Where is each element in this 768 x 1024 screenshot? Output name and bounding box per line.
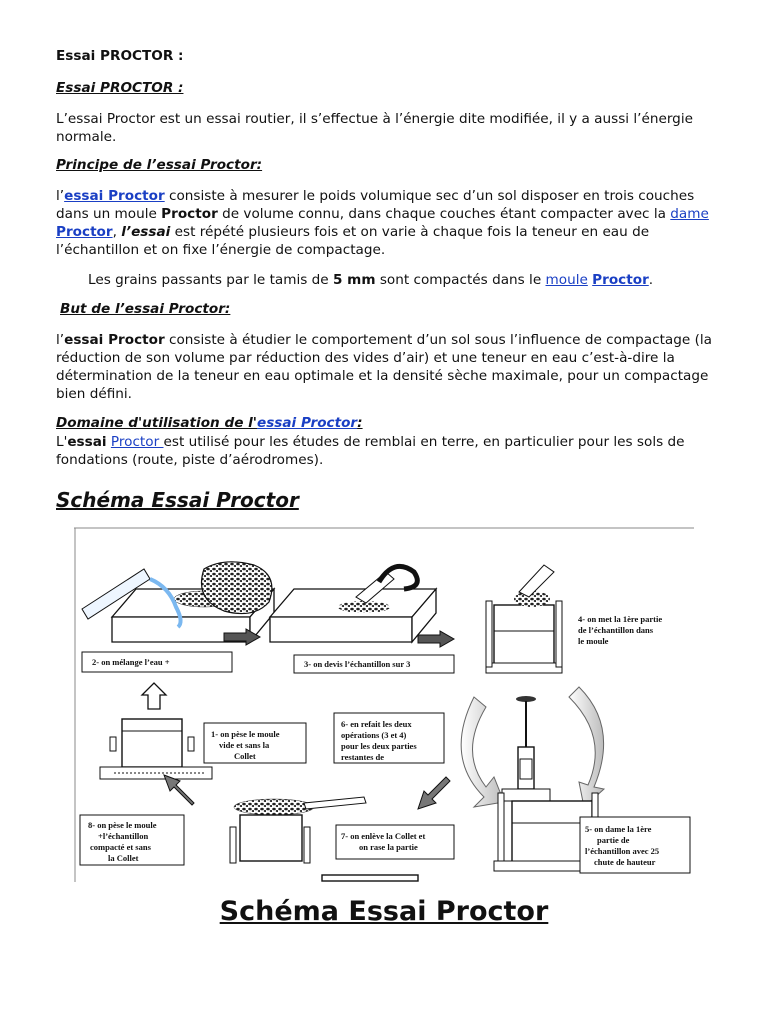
arrow-right-icon-2 xyxy=(418,631,454,647)
svg-text:opérations (3 et 4): opérations (3 et 4) xyxy=(341,730,407,740)
svg-text:+l’échantillon: +l’échantillon xyxy=(98,831,149,841)
collar-plate xyxy=(322,875,418,881)
step-1-box xyxy=(204,723,306,763)
svg-text:le moule: le moule xyxy=(578,636,609,646)
principe-paragraph: l’essai Proctor consiste à mesurer le poids volumique sec d’un sol disposer en trois couches dans un moule Proctor de volume connu, dans chaque couches étant compacter avec la dame Proctor, l’essai est répété plusieurs fois et on varie à chaque fois la teneur en eau de l’échantillon et on fixe l’énergie de compactage. xyxy=(56,188,709,258)
svg-text:partie de: partie de xyxy=(597,835,630,845)
balance-empty-mould xyxy=(100,719,212,779)
document-title-heading: Essai PROCTOR : xyxy=(56,80,184,96)
but-heading: But de l’essai Proctor: xyxy=(60,301,231,317)
grains-paragraph: Les grains passants par le tamis de 5 mm sont compactés dans le moule Proctor. xyxy=(88,272,654,288)
svg-text:6- en refait les deux: 6- en refait les deux xyxy=(341,719,412,729)
essai-proctor-link[interactable]: essai Proctor xyxy=(64,188,165,204)
svg-text:8- on pèse le moule: 8- on pèse le moule xyxy=(88,820,157,830)
proctor-mould-top xyxy=(486,565,562,673)
svg-text:vide et sans la: vide et sans la xyxy=(219,740,270,750)
svg-text:chute de hauteur: chute de hauteur xyxy=(594,857,656,867)
arrow-up-icon xyxy=(142,683,166,709)
cycle-arrow-left xyxy=(461,697,504,807)
schema-title-bottom: Schéma Essai Proctor xyxy=(219,896,549,927)
svg-text:de l’échantillon dans: de l’échantillon dans xyxy=(578,625,654,635)
document-title-plain: Essai PROCTOR : xyxy=(56,48,184,64)
svg-text:5- on dame la 1ère: 5- on dame la 1ère xyxy=(585,824,652,834)
arrow-down-left-icon xyxy=(418,777,450,809)
splitting-tray xyxy=(270,566,436,642)
domaine-proctor-link[interactable]: Proctor xyxy=(110,434,164,450)
svg-text:7- on enlève la Collet et: 7- on enlève la Collet et xyxy=(341,831,426,841)
domaine-heading: Domaine d'utilisation de l'essai Proctor: xyxy=(56,415,363,431)
svg-text:4- on met la 1ère partie: 4- on met la 1ère partie xyxy=(578,614,663,624)
moule-proctor-link[interactable]: Proctor xyxy=(592,272,649,288)
svg-text:compacté et sans: compacté et sans xyxy=(90,842,151,852)
proctor-diagram xyxy=(74,527,694,882)
svg-text:la Collet: la Collet xyxy=(108,853,139,863)
svg-text:1- on pèse le moule: 1- on pèse le moule xyxy=(211,729,280,739)
step-3-box xyxy=(294,655,454,673)
step-6-box xyxy=(334,713,444,763)
step-8-box xyxy=(80,815,184,865)
step-7-box xyxy=(336,825,454,859)
svg-text:Collet: Collet xyxy=(234,751,256,761)
svg-text:l’échantillon avec 25: l’échantillon avec 25 xyxy=(585,846,660,856)
svg-text:on rase la partie: on rase la partie xyxy=(359,842,418,852)
cycle-arrow-right xyxy=(569,687,604,807)
svg-text:restantes de: restantes de xyxy=(341,752,385,762)
principe-heading: Principe de l’essai Proctor: xyxy=(56,157,263,173)
moule-link[interactable]: moule xyxy=(545,272,588,288)
domaine-paragraph: L'essai Proctor est utilisé pour les études de remblai en terre, en particulier pour les sols de fondations (route, piste d’aérodromes). xyxy=(56,434,685,468)
but-paragraph: l’essai Proctor consiste à étudier le comportement d’un sol sous l’influence de compactage (la réduction de son volume par réduction des vides d’air) et une teneur en eau c’est-à-dire la détermination de la teneur en eau optimale et la densité sèche maximale, pour un compactage bien défini. xyxy=(56,332,712,402)
schema-title: Schéma Essai Proctor xyxy=(56,488,299,512)
step-2-box xyxy=(82,652,232,672)
svg-text:3- on devis l’échantillon sur: 3- on devis l’échantillon sur 3 xyxy=(304,659,411,669)
dame-link[interactable]: dame xyxy=(670,206,709,222)
step-4-text xyxy=(578,614,662,646)
step-5-box xyxy=(580,817,690,873)
intro-paragraph: L’essai Proctor est un essai routier, il s’effectue à l’énergie dite modifiée, il y a aussi l’énergie normale. xyxy=(56,111,693,145)
svg-text:2- on mélange l’eau +: 2- on mélange l’eau + xyxy=(92,657,170,667)
domaine-essai-proctor-link[interactable]: essai Proctor xyxy=(256,415,358,431)
svg-text:pour les deux parties: pour les deux parties xyxy=(341,741,417,751)
proctor-rammer xyxy=(516,696,536,789)
proctor-link[interactable]: Proctor xyxy=(56,224,113,240)
